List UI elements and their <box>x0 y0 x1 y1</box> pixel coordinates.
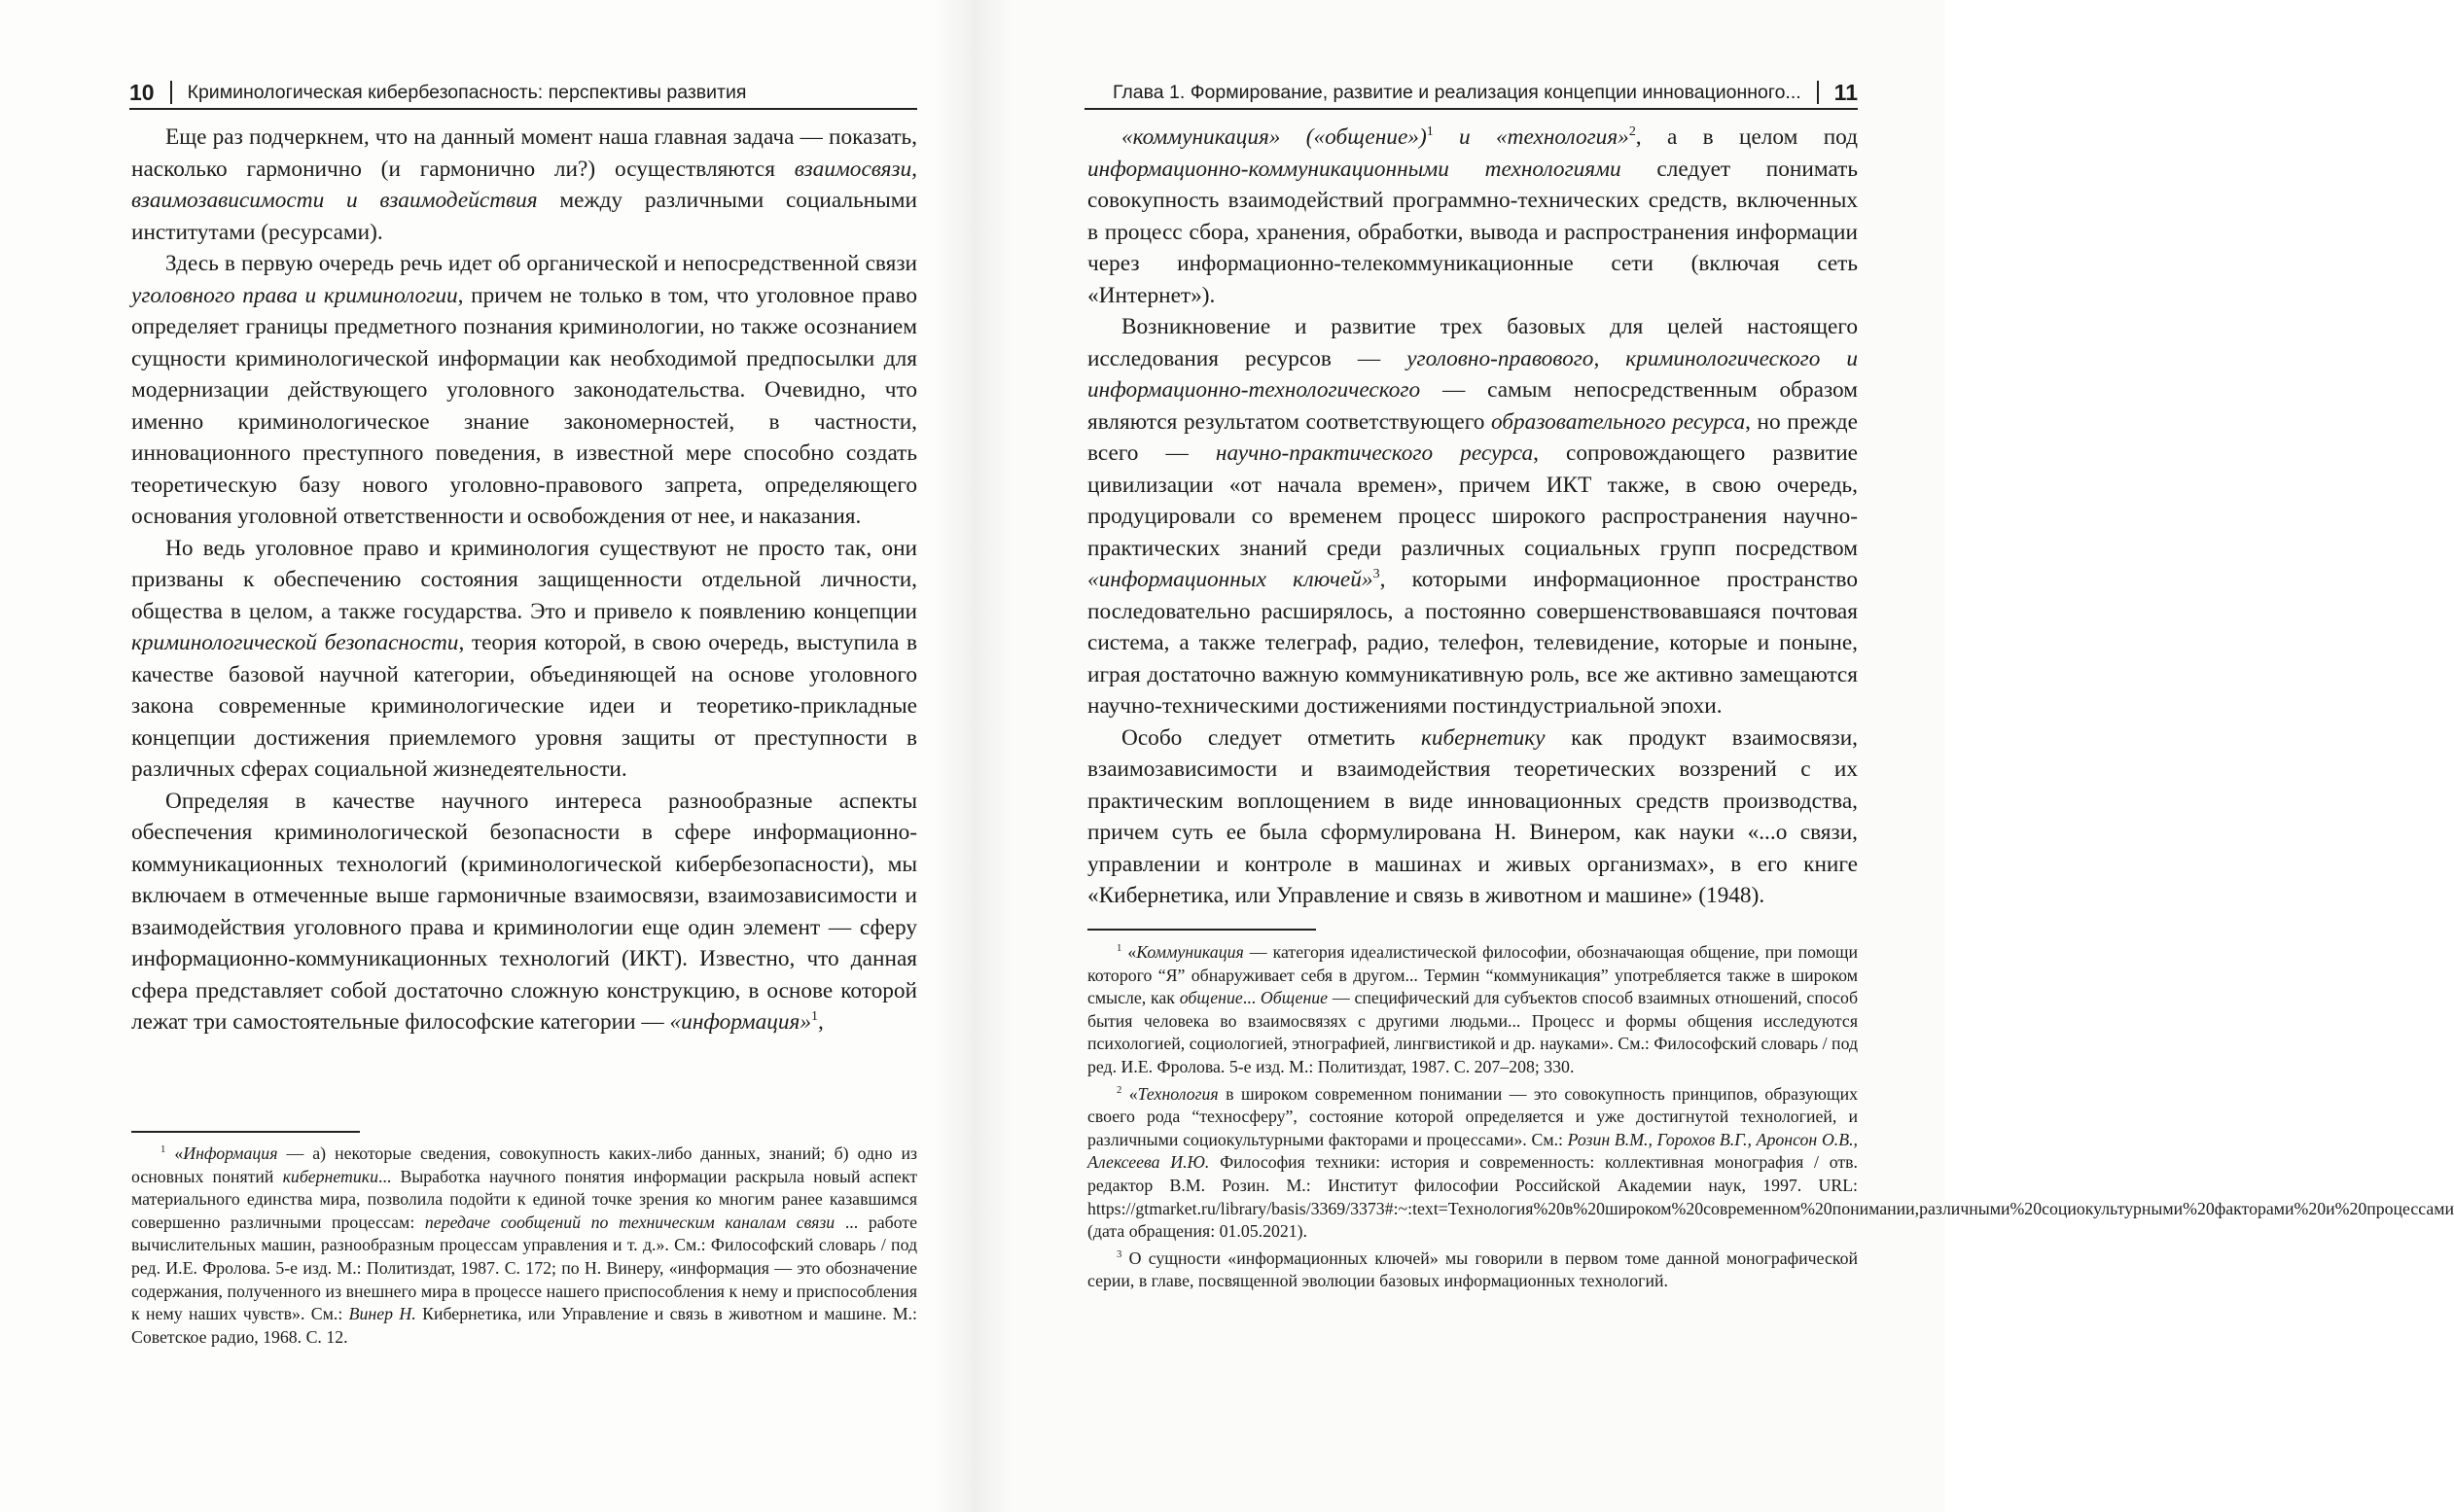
right-running-head-title: Глава 1. Формирование, развитие и реализация концепции инновационного... <box>1112 81 1801 103</box>
footnote-marker: 3 <box>1117 1248 1122 1260</box>
right-header-rule <box>1085 108 1858 110</box>
footnote-marker: 3 <box>1372 567 1380 582</box>
text-run: « <box>1121 1083 1138 1104</box>
italic-run: информационно-коммуникационными технологиями <box>1087 156 1621 182</box>
italic-run: Коммуникация <box>1136 942 1244 962</box>
italic-run: Технология <box>1137 1083 1219 1104</box>
text-run: , сопровождающего развитие цивилизации «от начала времен», причем ИКТ также, в свою очередь, продуцировали со временем процесс широкого распространения научно-практических знаний среди различных социальных групп посредством <box>1087 440 1858 561</box>
left-running-head-title: Криминологическая кибербезопасность: перспективы развития <box>187 81 747 103</box>
footnote <box>1087 1083 2454 1244</box>
text-run: О сущности «информационных ключей» мы говорили в первом томе данной монографической серии, в главе, посвященной эволюции базовых информационных технологий. <box>1087 1248 1858 1291</box>
italic-run: «коммуникация» («общение») <box>1121 124 1427 150</box>
footnote-marker: 1 <box>1117 942 1122 955</box>
italic-run: «информация» <box>669 1009 812 1035</box>
paragraph <box>1087 311 1858 722</box>
italic-run: кибернетики <box>282 1166 378 1186</box>
left-footnotes <box>131 1143 917 1353</box>
header-separator <box>1817 81 1819 104</box>
paragraph <box>1087 722 1858 912</box>
footnote <box>1087 1248 1858 1293</box>
right-footnote-rule <box>1087 929 1316 931</box>
right-running-header <box>1085 76 1858 109</box>
italic-run: уголовного права и криминологии <box>131 282 458 308</box>
text-run: ... <box>1242 988 1261 1008</box>
text-run: следует понимать совокупность взаимодействий программно-технических средств, включенных в процесс сбора, хранения, обработки, вывода и распространения информации через информационно-телекоммуникационные сети (включая сеть «Интернет»). <box>1087 156 1858 308</box>
footnote-marker: 1 <box>160 1143 166 1156</box>
text-run: Еще раз подчеркнем, что на данный момент наша главная задача — показать, насколько гармонично (и гармонично ли?) осуществляются <box>131 124 917 182</box>
italic-run: уголовно-правового, криминологического и информационно-технологического <box>1087 345 1858 403</box>
footnote-marker: 1 <box>811 1009 819 1025</box>
text-run: — специфический для субъектов способ взаимных отношений, способ бытия человека во взаимосвязях с другими людьми... Процесс и формы общения исследуются психологией, социологией, этнографией, лингвистикой и др. науками». См.: Философский словарь / под ред. И.Е. Фролова. 5-е изд. М.: Политиздат, 1987. С. 207–208; 330. <box>1087 988 1858 1076</box>
text-run: как продукт взаимосвязи, взаимозависимости и взаимодействия теоретических воззрений с их практическим воплощением в виде инновационных средств производства, причем суть ее была сформулирована Н. Винером, как науки «...о связи, управлении и контроле в машинах и живых организмах», в его книге «Кибернетика, или Управление и связь в животном и машине» (1948). <box>1087 724 1858 908</box>
italic-run: кибернетику <box>1420 724 1546 751</box>
text-run: Философия техники: история и современность: коллективная монография / отв. редактор В.М. Розин. М.: Институт философии Российской Академии наук, 1997. URL: https://gtmarket.ru/library/basis/3369/3373#:~:text=Технология%20в%20широком%20современном%20понимании,различными%20социокультурными%20факторами%20и%20процессами (дата обращения: 01.05.2021). <box>1087 1152 2454 1242</box>
text-run: « <box>1121 942 1137 962</box>
text-run: ... работе вычислительных машин, разнообразным процессам управления и т. д.». См.: Философский словарь / под ред. И.Е. Фролова. 5-е изд. М.: Политиздат, 1987. С. 172; по Н. Винеру, «информация — это обозначение содержания, полученного из внешнего мира в процессе нашего приспособления к нему и приспособления к нему наших чувств». См.: <box>131 1212 917 1324</box>
italic-run: Информация <box>183 1143 278 1163</box>
text-run: ... Выработка научного понятия информации раскрыла новый аспект материального единства мира, позволила подойти к единой точке зрения ко многим ранее казавшимся совершенно различными процессам: <box>131 1166 917 1232</box>
text-run: Но ведь уголовное право и криминология существуют не просто так, они призваны к обеспечению состояния защищенности отдельной личности, общества в целом, а также государства. Это и привело к появлению концепции <box>131 535 917 624</box>
footnote <box>1087 941 1858 1079</box>
left-body-text <box>131 122 917 1038</box>
italic-run: взаимосвязи, взаимозависимости и взаимодействия <box>131 156 917 213</box>
text-run: в широком современном понимании — это совокупность принципов, образующих своего рода “техносферу”, состояние которой определяется и уже достигнутой технологией, и различными социокультурными факторами и процессами». См.: <box>1087 1083 1858 1149</box>
text-run: , <box>818 1009 824 1035</box>
right-footnotes <box>1087 941 2454 1297</box>
text-run: — категория идеалистической философии, обозначающая общение, при помощи которого “Я” обнаруживает себя в другом... Термин “коммуникация” употребляется также в широком смысле, как <box>1087 942 1859 1008</box>
text-run: « <box>165 1143 184 1163</box>
footnote-marker: 2 <box>1628 124 1636 140</box>
italic-run: криминологической безопасности <box>131 630 459 655</box>
text-run: , но прежде всего — <box>1087 408 1858 466</box>
text-run: между различными социальными институтами (ресурсами). <box>131 188 917 245</box>
right-page-number: 11 <box>1833 79 1858 105</box>
text-run: — а) некоторые сведения, совокупность каких-либо данных, знаний; б) одно из основных понятий <box>131 1143 917 1186</box>
italic-run: образовательного ресурса <box>1490 408 1746 435</box>
italic-run: Винер Н. <box>348 1304 416 1324</box>
text-run: Здесь в первую очередь речь идет об органической и непосредственной связи <box>165 251 917 276</box>
left-header-rule <box>129 108 917 110</box>
paragraph <box>131 248 917 533</box>
text-run: , а в целом под <box>1635 124 1858 150</box>
italic-run: «информационных ключей» <box>1087 567 1373 592</box>
header-separator <box>170 81 172 104</box>
italic-run: общение <box>1179 988 1243 1008</box>
italic-run: передаче сообщений по техническим каналам связи <box>424 1212 836 1232</box>
paragraph <box>131 533 917 786</box>
text-run: , которыми информационное пространство последовательно расширялось, а постоянно совершенствовавшаяся почтовая система, а также телеграф, радио, телефон, телевидение, которые и поныне, играя достаточно важную коммуникативную роль, все же активно замещаются научно-техническими достижениями постиндустриальной эпохи. <box>1087 567 1858 719</box>
text-run: Кибернетика, или Управление и связь в животном и машине. М.: Советское радио, 1968. С. 12. <box>131 1304 917 1347</box>
text-run: Особо следует отметить <box>1121 724 1421 751</box>
text-run <box>1434 124 1459 150</box>
text-run: , причем не только в том, что уголовное право определяет границы предметного познания криминологии, но также осознанием сущности криминологической информации как необходимой предпосылки для модернизации действующего уголовного законодательства. Очевидно, что именно криминологическое знание закономерностей, в частности, инновационного преступного поведения, в известной мере способно создать теоретическую базу нового уголовно-правового запрета, определяющего основания уголовной ответственности и освобождения от нее, и наказания. <box>131 282 917 529</box>
left-page-number: 10 <box>129 79 155 105</box>
right-page <box>973 0 2454 1512</box>
paragraph <box>131 122 917 248</box>
paragraph <box>1087 122 1858 311</box>
italic-run: и «технология» <box>1459 124 1629 150</box>
text-run: , теория которой, в свою очередь, выступила в качестве базовой научной категории, объединяющей на основе уголовного закона современные криминологические идеи и теоретико-прикладные концепции достижения приемлемого уровня защиты от преступности в различных сферах социальной жизнедеятельности. <box>131 630 918 782</box>
footnote <box>131 1143 917 1349</box>
right-body-text <box>1087 122 1858 912</box>
footnote-marker: 1 <box>1426 124 1434 140</box>
paragraph <box>131 786 917 1038</box>
left-running-header <box>129 76 917 109</box>
left-page <box>0 0 973 1512</box>
text-run: Возникновение и развитие трех базовых для целей настоящего исследования ресурсов — <box>1087 314 1858 371</box>
footnote-marker: 2 <box>1117 1083 1122 1096</box>
left-footnote-rule <box>131 1131 360 1133</box>
italic-run: Розин В.М., Горохов В.Г., Аронсон О.В., Алексеева И.Ю. <box>1087 1129 1858 1173</box>
text-run: — самым непосредственным образом являются результатом соответствующего <box>1087 377 1858 435</box>
italic-run: Общение <box>1260 988 1329 1008</box>
text-run: Определяя в качестве научного интереса разнообразные аспекты обеспечения криминологической безопасности в сфере информационно-коммуникационных технологий (криминологической кибербезопасности), мы включаем в отмеченные выше гармоничные взаимосвязи, взаимозависимости и взаимодействия уголовного права и криминологии еще один элемент — сферу информационно-коммуникационных технологий (ИКТ). Известно, что данная сфера представляет собой достаточно сложную конструкцию, в основе которой лежат три самостоятельные философские категории — <box>131 788 917 1035</box>
italic-run: научно-практического ресурса <box>1215 440 1534 466</box>
